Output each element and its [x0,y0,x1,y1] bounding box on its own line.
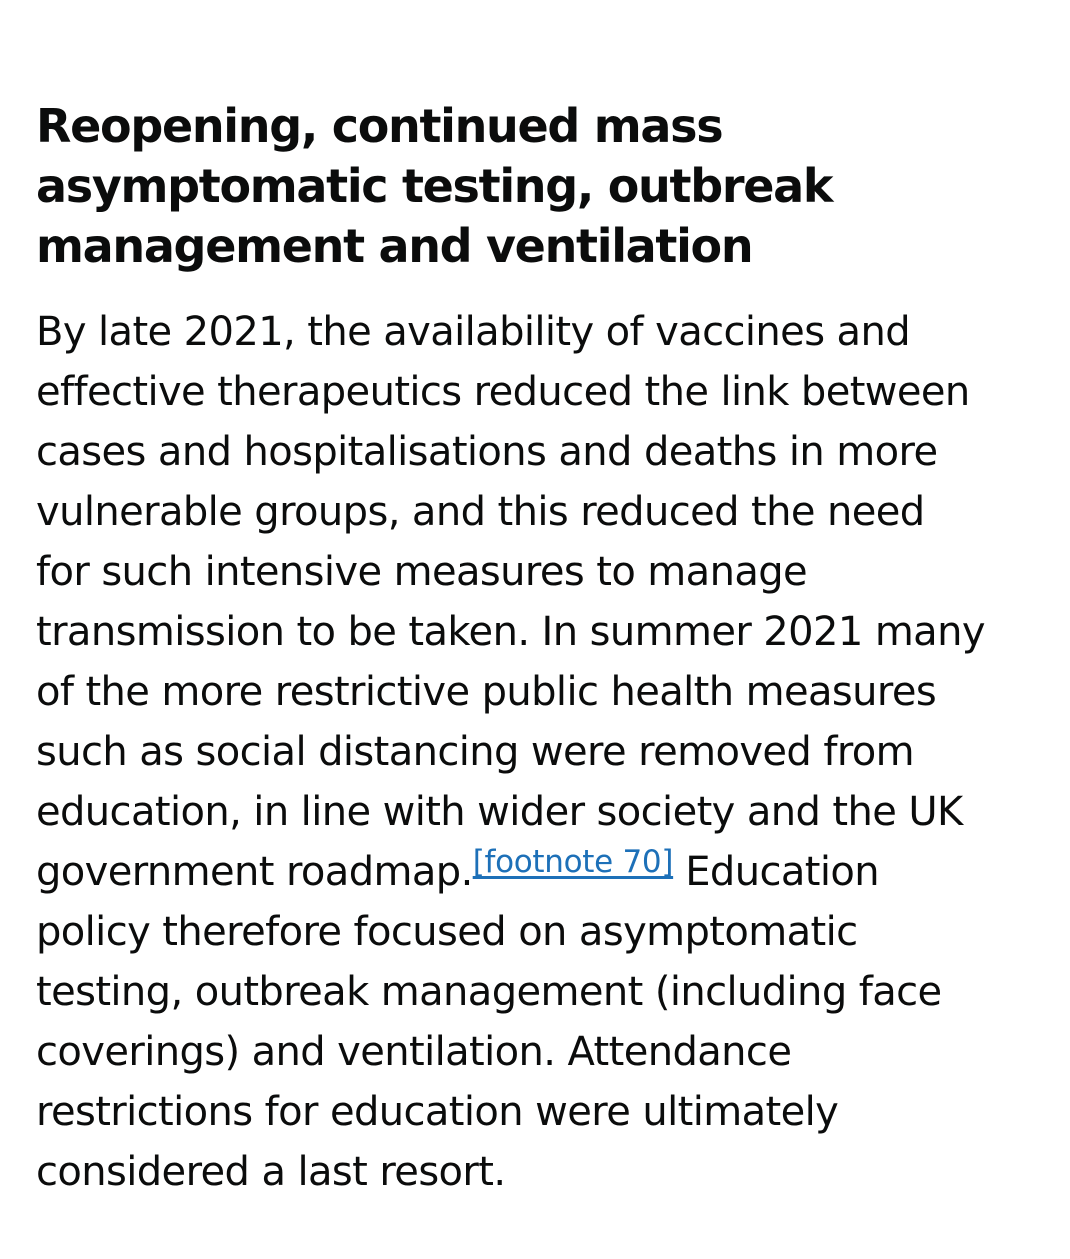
heading-line: management and ventilation [36,219,753,273]
paragraph-line: such as social distancing were removed from [36,729,915,775]
paragraph-line: By late 2021, the availability of vaccines and [36,309,911,355]
paragraph-line: education, in line with wider society and the UK [36,789,963,835]
footnote-link[interactable]: [footnote 70] [472,844,674,880]
paragraph-line: Education [673,849,879,895]
paragraph-line: restrictions for education were ultimately [36,1089,839,1135]
section-heading [36,96,1036,276]
paragraph-line: effective therapeutics reduced the link between [36,369,970,415]
paragraph-line: coverings) and ventilation. Attendance [36,1029,792,1075]
paragraph-line: of the more restrictive public health measures [36,669,937,715]
paragraph-line: policy therefore focused on asymptomatic [36,909,858,955]
paragraph-line: government roadmap. [36,849,473,895]
paragraph-line: cases and hospitalisations and deaths in more [36,429,938,475]
paragraph-line: vulnerable groups, and this reduced the need [36,489,925,535]
heading-line: Reopening, continued mass [36,99,723,153]
heading-line: asymptomatic testing, outbreak [36,159,833,213]
body-paragraph [36,302,1036,1202]
main-content [36,96,1036,1202]
paragraph-line: for such intensive measures to manage [36,549,808,595]
paragraph-line: testing, outbreak management (including face [36,969,942,1015]
paragraph-line: transmission to be taken. In summer 2021 many [36,609,985,655]
paragraph-line: considered a last resort. [36,1149,506,1195]
